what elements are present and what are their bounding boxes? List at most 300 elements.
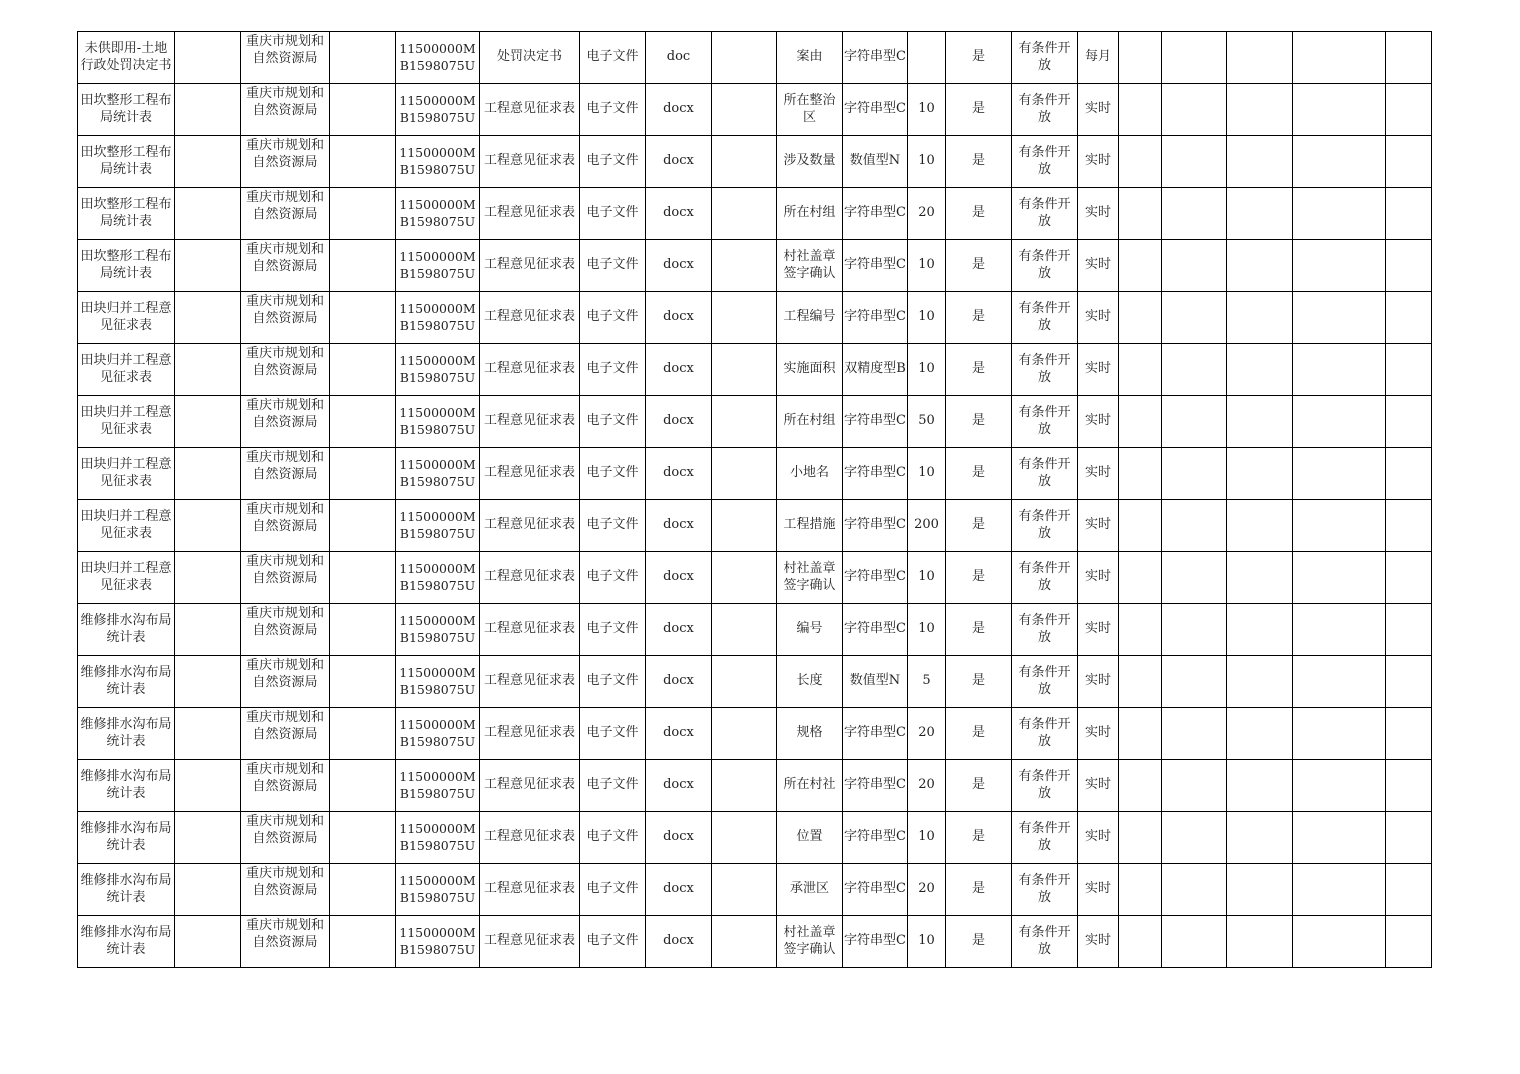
update-frequency-cell: 每月: [1078, 32, 1119, 84]
empty-cell: [1162, 656, 1227, 708]
department-cell: 重庆市规划和自然资源局: [241, 864, 330, 916]
data-type-cell: 字符串型C: [843, 240, 908, 292]
resource-name-cell: 田块归并工程意见征求表: [78, 500, 175, 552]
empty-cell: [330, 604, 396, 656]
empty-cell: [1386, 500, 1432, 552]
field-name-cell: 规格: [777, 708, 843, 760]
field-name-cell: 实施面积: [777, 344, 843, 396]
empty-cell: [1119, 32, 1162, 84]
empty-cell: [1227, 396, 1293, 448]
department-cell: 重庆市规划和自然资源局: [241, 344, 330, 396]
empty-cell: [1119, 760, 1162, 812]
department-cell: 重庆市规划和自然资源局: [241, 500, 330, 552]
empty-cell: [175, 864, 241, 916]
credit-code-cell: 11500000MB1598075U: [396, 32, 480, 84]
credit-code-cell: 11500000MB1598075U: [396, 136, 480, 188]
empty-cell: [1293, 396, 1386, 448]
table-row: [78, 916, 1432, 968]
empty-cell: [1162, 188, 1227, 240]
field-name-cell: 长度: [777, 656, 843, 708]
field-name-cell: 承泄区: [777, 864, 843, 916]
table-row: [78, 344, 1432, 396]
empty-cell: [1386, 448, 1432, 500]
empty-cell: [1119, 344, 1162, 396]
resource-name-cell: 维修排水沟布局统计表: [78, 812, 175, 864]
required-cell: 是: [946, 604, 1012, 656]
update-frequency-cell: 实时: [1078, 500, 1119, 552]
empty-cell: [175, 292, 241, 344]
empty-cell: [712, 292, 777, 344]
credit-code-cell: 11500000MB1598075U: [396, 812, 480, 864]
empty-cell: [1162, 812, 1227, 864]
empty-cell: [1119, 656, 1162, 708]
open-type-cell: 有条件开放: [1012, 760, 1078, 812]
empty-cell: [712, 344, 777, 396]
empty-cell: [175, 448, 241, 500]
empty-cell: [1119, 396, 1162, 448]
empty-cell: [330, 812, 396, 864]
empty-cell: [1293, 84, 1386, 136]
data-type-cell: 字符串型C: [843, 292, 908, 344]
data-type-cell: 数值型N: [843, 136, 908, 188]
data-type-cell: 双精度型B: [843, 344, 908, 396]
empty-cell: [330, 292, 396, 344]
empty-cell: [1386, 812, 1432, 864]
open-type-cell: 有条件开放: [1012, 604, 1078, 656]
empty-cell: [1293, 656, 1386, 708]
field-name-cell: 村社盖章签字确认: [777, 240, 843, 292]
table-row: [78, 656, 1432, 708]
table-row: [78, 812, 1432, 864]
file-format-cell: docx: [646, 240, 712, 292]
empty-cell: [330, 188, 396, 240]
field-name-cell: 涉及数量: [777, 136, 843, 188]
empty-cell: [1293, 500, 1386, 552]
empty-cell: [1227, 864, 1293, 916]
empty-cell: [712, 656, 777, 708]
file-format-cell: docx: [646, 188, 712, 240]
empty-cell: [1293, 708, 1386, 760]
credit-code-cell: 11500000MB1598075U: [396, 84, 480, 136]
information-item-cell: 工程意见征求表: [480, 916, 580, 968]
field-name-cell: 案由: [777, 32, 843, 84]
empty-cell: [1386, 240, 1432, 292]
empty-cell: [1119, 448, 1162, 500]
empty-cell: [1227, 84, 1293, 136]
empty-cell: [1293, 136, 1386, 188]
information-item-cell: 工程意见征求表: [480, 344, 580, 396]
empty-cell: [712, 448, 777, 500]
information-item-cell: 工程意见征求表: [480, 136, 580, 188]
table-row: [78, 84, 1432, 136]
empty-cell: [1162, 604, 1227, 656]
department-cell: 重庆市规划和自然资源局: [241, 292, 330, 344]
file-format-cell: docx: [646, 656, 712, 708]
empty-cell: [1227, 448, 1293, 500]
file-format-cell: docx: [646, 136, 712, 188]
data-type-cell: 字符串型C: [843, 604, 908, 656]
empty-cell: [175, 396, 241, 448]
format-type-cell: 电子文件: [580, 188, 646, 240]
field-name-cell: 所在整治区: [777, 84, 843, 136]
required-cell: 是: [946, 916, 1012, 968]
empty-cell: [1119, 136, 1162, 188]
empty-cell: [1227, 240, 1293, 292]
empty-cell: [1386, 84, 1432, 136]
credit-code-cell: 11500000MB1598075U: [396, 916, 480, 968]
open-type-cell: 有条件开放: [1012, 552, 1078, 604]
file-format-cell: docx: [646, 344, 712, 396]
table-row: [78, 604, 1432, 656]
information-item-cell: 工程意见征求表: [480, 500, 580, 552]
department-cell: 重庆市规划和自然资源局: [241, 396, 330, 448]
empty-cell: [1162, 760, 1227, 812]
empty-cell: [1293, 32, 1386, 84]
empty-cell: [1227, 136, 1293, 188]
empty-cell: [330, 760, 396, 812]
format-type-cell: 电子文件: [580, 760, 646, 812]
format-type-cell: 电子文件: [580, 32, 646, 84]
field-name-cell: 村社盖章签字确认: [777, 552, 843, 604]
table-row: [78, 188, 1432, 240]
file-format-cell: docx: [646, 84, 712, 136]
open-type-cell: 有条件开放: [1012, 136, 1078, 188]
field-name-cell: 所在村社: [777, 760, 843, 812]
empty-cell: [175, 136, 241, 188]
update-frequency-cell: 实时: [1078, 344, 1119, 396]
empty-cell: [175, 84, 241, 136]
information-item-cell: 工程意见征求表: [480, 292, 580, 344]
file-format-cell: docx: [646, 604, 712, 656]
credit-code-cell: 11500000MB1598075U: [396, 448, 480, 500]
information-item-cell: 工程意见征求表: [480, 188, 580, 240]
credit-code-cell: 11500000MB1598075U: [396, 604, 480, 656]
field-name-cell: 所在村组: [777, 188, 843, 240]
field-name-cell: 工程措施: [777, 500, 843, 552]
format-type-cell: 电子文件: [580, 240, 646, 292]
empty-cell: [1386, 604, 1432, 656]
empty-cell: [1227, 344, 1293, 396]
table-row: [78, 32, 1432, 84]
empty-cell: [1119, 812, 1162, 864]
file-format-cell: doc: [646, 32, 712, 84]
empty-cell: [330, 396, 396, 448]
format-type-cell: 电子文件: [580, 84, 646, 136]
credit-code-cell: 11500000MB1598075U: [396, 656, 480, 708]
table-row: [78, 292, 1432, 344]
table-row: [78, 864, 1432, 916]
data-type-cell: 字符串型C: [843, 84, 908, 136]
empty-cell: [1386, 864, 1432, 916]
update-frequency-cell: 实时: [1078, 760, 1119, 812]
field-length-cell: 10: [908, 292, 946, 344]
file-format-cell: docx: [646, 760, 712, 812]
empty-cell: [1386, 344, 1432, 396]
empty-cell: [330, 552, 396, 604]
resource-name-cell: 维修排水沟布局统计表: [78, 864, 175, 916]
information-item-cell: 工程意见征求表: [480, 812, 580, 864]
data-type-cell: 字符串型C: [843, 552, 908, 604]
empty-cell: [1386, 708, 1432, 760]
required-cell: 是: [946, 32, 1012, 84]
data-type-cell: 字符串型C: [843, 188, 908, 240]
empty-cell: [712, 760, 777, 812]
required-cell: 是: [946, 864, 1012, 916]
open-type-cell: 有条件开放: [1012, 864, 1078, 916]
empty-cell: [175, 708, 241, 760]
field-name-cell: 村社盖章签字确认: [777, 916, 843, 968]
empty-cell: [1162, 500, 1227, 552]
empty-cell: [330, 500, 396, 552]
empty-cell: [1227, 760, 1293, 812]
empty-cell: [712, 916, 777, 968]
format-type-cell: 电子文件: [580, 812, 646, 864]
format-type-cell: 电子文件: [580, 136, 646, 188]
information-item-cell: 工程意见征求表: [480, 448, 580, 500]
open-type-cell: 有条件开放: [1012, 292, 1078, 344]
empty-cell: [1386, 136, 1432, 188]
empty-cell: [1386, 188, 1432, 240]
empty-cell: [1119, 708, 1162, 760]
empty-cell: [175, 344, 241, 396]
empty-cell: [1293, 812, 1386, 864]
empty-cell: [1227, 708, 1293, 760]
empty-cell: [1119, 916, 1162, 968]
table-row: [78, 552, 1432, 604]
field-length-cell: 10: [908, 552, 946, 604]
required-cell: 是: [946, 396, 1012, 448]
field-name-cell: 所在村组: [777, 396, 843, 448]
empty-cell: [1119, 84, 1162, 136]
empty-cell: [1119, 864, 1162, 916]
empty-cell: [712, 552, 777, 604]
required-cell: 是: [946, 240, 1012, 292]
credit-code-cell: 11500000MB1598075U: [396, 188, 480, 240]
information-item-cell: 工程意见征求表: [480, 760, 580, 812]
field-length-cell: 10: [908, 136, 946, 188]
empty-cell: [1293, 240, 1386, 292]
empty-cell: [1162, 552, 1227, 604]
field-length-cell: 10: [908, 916, 946, 968]
information-item-cell: 处罚决定书: [480, 32, 580, 84]
department-cell: 重庆市规划和自然资源局: [241, 136, 330, 188]
required-cell: 是: [946, 500, 1012, 552]
field-length-cell: 5: [908, 656, 946, 708]
format-type-cell: 电子文件: [580, 916, 646, 968]
field-name-cell: 工程编号: [777, 292, 843, 344]
format-type-cell: 电子文件: [580, 500, 646, 552]
table-row: [78, 708, 1432, 760]
data-type-cell: 字符串型C: [843, 916, 908, 968]
file-format-cell: docx: [646, 500, 712, 552]
empty-cell: [175, 760, 241, 812]
format-type-cell: 电子文件: [580, 552, 646, 604]
department-cell: 重庆市规划和自然资源局: [241, 32, 330, 84]
required-cell: 是: [946, 188, 1012, 240]
field-length-cell: 10: [908, 812, 946, 864]
empty-cell: [1162, 864, 1227, 916]
empty-cell: [175, 32, 241, 84]
format-type-cell: 电子文件: [580, 656, 646, 708]
resource-name-cell: 维修排水沟布局统计表: [78, 604, 175, 656]
update-frequency-cell: 实时: [1078, 84, 1119, 136]
credit-code-cell: 11500000MB1598075U: [396, 240, 480, 292]
required-cell: 是: [946, 292, 1012, 344]
information-item-cell: 工程意见征求表: [480, 708, 580, 760]
empty-cell: [1119, 292, 1162, 344]
empty-cell: [1293, 292, 1386, 344]
required-cell: 是: [946, 552, 1012, 604]
empty-cell: [1386, 760, 1432, 812]
information-item-cell: 工程意见征求表: [480, 396, 580, 448]
update-frequency-cell: 实时: [1078, 448, 1119, 500]
open-type-cell: 有条件开放: [1012, 500, 1078, 552]
update-frequency-cell: 实时: [1078, 396, 1119, 448]
empty-cell: [1119, 188, 1162, 240]
department-cell: 重庆市规划和自然资源局: [241, 656, 330, 708]
department-cell: 重庆市规划和自然资源局: [241, 708, 330, 760]
open-type-cell: 有条件开放: [1012, 812, 1078, 864]
file-format-cell: docx: [646, 916, 712, 968]
update-frequency-cell: 实时: [1078, 292, 1119, 344]
field-length-cell: 10: [908, 448, 946, 500]
empty-cell: [1386, 656, 1432, 708]
update-frequency-cell: 实时: [1078, 656, 1119, 708]
department-cell: 重庆市规划和自然资源局: [241, 188, 330, 240]
update-frequency-cell: 实时: [1078, 136, 1119, 188]
update-frequency-cell: 实时: [1078, 812, 1119, 864]
resource-name-cell: 田坎整形工程布局统计表: [78, 188, 175, 240]
empty-cell: [175, 552, 241, 604]
empty-cell: [712, 84, 777, 136]
empty-cell: [175, 656, 241, 708]
empty-cell: [1386, 916, 1432, 968]
department-cell: 重庆市规划和自然资源局: [241, 240, 330, 292]
open-type-cell: 有条件开放: [1012, 916, 1078, 968]
required-cell: 是: [946, 812, 1012, 864]
table-body: [78, 32, 1432, 968]
format-type-cell: 电子文件: [580, 344, 646, 396]
credit-code-cell: 11500000MB1598075U: [396, 292, 480, 344]
required-cell: 是: [946, 136, 1012, 188]
empty-cell: [1293, 448, 1386, 500]
open-type-cell: 有条件开放: [1012, 396, 1078, 448]
format-type-cell: 电子文件: [580, 396, 646, 448]
credit-code-cell: 11500000MB1598075U: [396, 760, 480, 812]
empty-cell: [1293, 916, 1386, 968]
required-cell: 是: [946, 344, 1012, 396]
credit-code-cell: 11500000MB1598075U: [396, 396, 480, 448]
open-type-cell: 有条件开放: [1012, 84, 1078, 136]
empty-cell: [175, 188, 241, 240]
empty-cell: [1227, 552, 1293, 604]
table-row: [78, 760, 1432, 812]
data-type-cell: 字符串型C: [843, 448, 908, 500]
empty-cell: [1227, 32, 1293, 84]
file-format-cell: docx: [646, 552, 712, 604]
resource-name-cell: 田块归并工程意见征求表: [78, 292, 175, 344]
empty-cell: [1386, 32, 1432, 84]
update-frequency-cell: 实时: [1078, 604, 1119, 656]
empty-cell: [1227, 500, 1293, 552]
empty-cell: [1119, 240, 1162, 292]
empty-cell: [175, 500, 241, 552]
information-item-cell: 工程意见征求表: [480, 552, 580, 604]
empty-cell: [330, 344, 396, 396]
empty-cell: [712, 188, 777, 240]
resource-name-cell: 田坎整形工程布局统计表: [78, 136, 175, 188]
empty-cell: [1386, 396, 1432, 448]
empty-cell: [1293, 864, 1386, 916]
open-type-cell: 有条件开放: [1012, 448, 1078, 500]
information-item-cell: 工程意见征求表: [480, 864, 580, 916]
format-type-cell: 电子文件: [580, 708, 646, 760]
information-item-cell: 工程意见征求表: [480, 604, 580, 656]
credit-code-cell: 11500000MB1598075U: [396, 864, 480, 916]
empty-cell: [1162, 32, 1227, 84]
field-length-cell: 50: [908, 396, 946, 448]
resource-name-cell: 田坎整形工程布局统计表: [78, 240, 175, 292]
empty-cell: [1227, 188, 1293, 240]
empty-cell: [1293, 552, 1386, 604]
empty-cell: [175, 604, 241, 656]
required-cell: 是: [946, 656, 1012, 708]
resource-name-cell: 田块归并工程意见征求表: [78, 396, 175, 448]
credit-code-cell: 11500000MB1598075U: [396, 552, 480, 604]
open-type-cell: 有条件开放: [1012, 344, 1078, 396]
field-name-cell: 小地名: [777, 448, 843, 500]
resource-name-cell: 维修排水沟布局统计表: [78, 760, 175, 812]
resource-name-cell: 维修排水沟布局统计表: [78, 708, 175, 760]
resource-name-cell: 未供即用-土地行政处罚决定书: [78, 32, 175, 84]
data-type-cell: 字符串型C: [843, 812, 908, 864]
empty-cell: [330, 84, 396, 136]
empty-cell: [330, 136, 396, 188]
data-type-cell: 字符串型C: [843, 396, 908, 448]
empty-cell: [712, 240, 777, 292]
empty-cell: [330, 448, 396, 500]
resource-name-cell: 维修排水沟布局统计表: [78, 656, 175, 708]
credit-code-cell: 11500000MB1598075U: [396, 500, 480, 552]
empty-cell: [1162, 344, 1227, 396]
empty-cell: [1162, 84, 1227, 136]
catalog-table: [77, 31, 1432, 968]
open-type-cell: 有条件开放: [1012, 708, 1078, 760]
open-type-cell: 有条件开放: [1012, 240, 1078, 292]
field-name-cell: 编号: [777, 604, 843, 656]
department-cell: 重庆市规划和自然资源局: [241, 760, 330, 812]
credit-code-cell: 11500000MB1598075U: [396, 344, 480, 396]
empty-cell: [175, 812, 241, 864]
empty-cell: [330, 32, 396, 84]
open-type-cell: 有条件开放: [1012, 188, 1078, 240]
empty-cell: [1293, 188, 1386, 240]
department-cell: 重庆市规划和自然资源局: [241, 812, 330, 864]
department-cell: 重庆市规划和自然资源局: [241, 916, 330, 968]
field-length-cell: 10: [908, 344, 946, 396]
table-row: [78, 240, 1432, 292]
information-item-cell: 工程意见征求表: [480, 84, 580, 136]
file-format-cell: docx: [646, 448, 712, 500]
field-name-cell: 位置: [777, 812, 843, 864]
open-type-cell: 有条件开放: [1012, 656, 1078, 708]
table-row: [78, 136, 1432, 188]
information-item-cell: 工程意见征求表: [480, 656, 580, 708]
empty-cell: [1227, 812, 1293, 864]
data-type-cell: 字符串型C: [843, 32, 908, 84]
empty-cell: [712, 396, 777, 448]
resource-name-cell: 田块归并工程意见征求表: [78, 344, 175, 396]
